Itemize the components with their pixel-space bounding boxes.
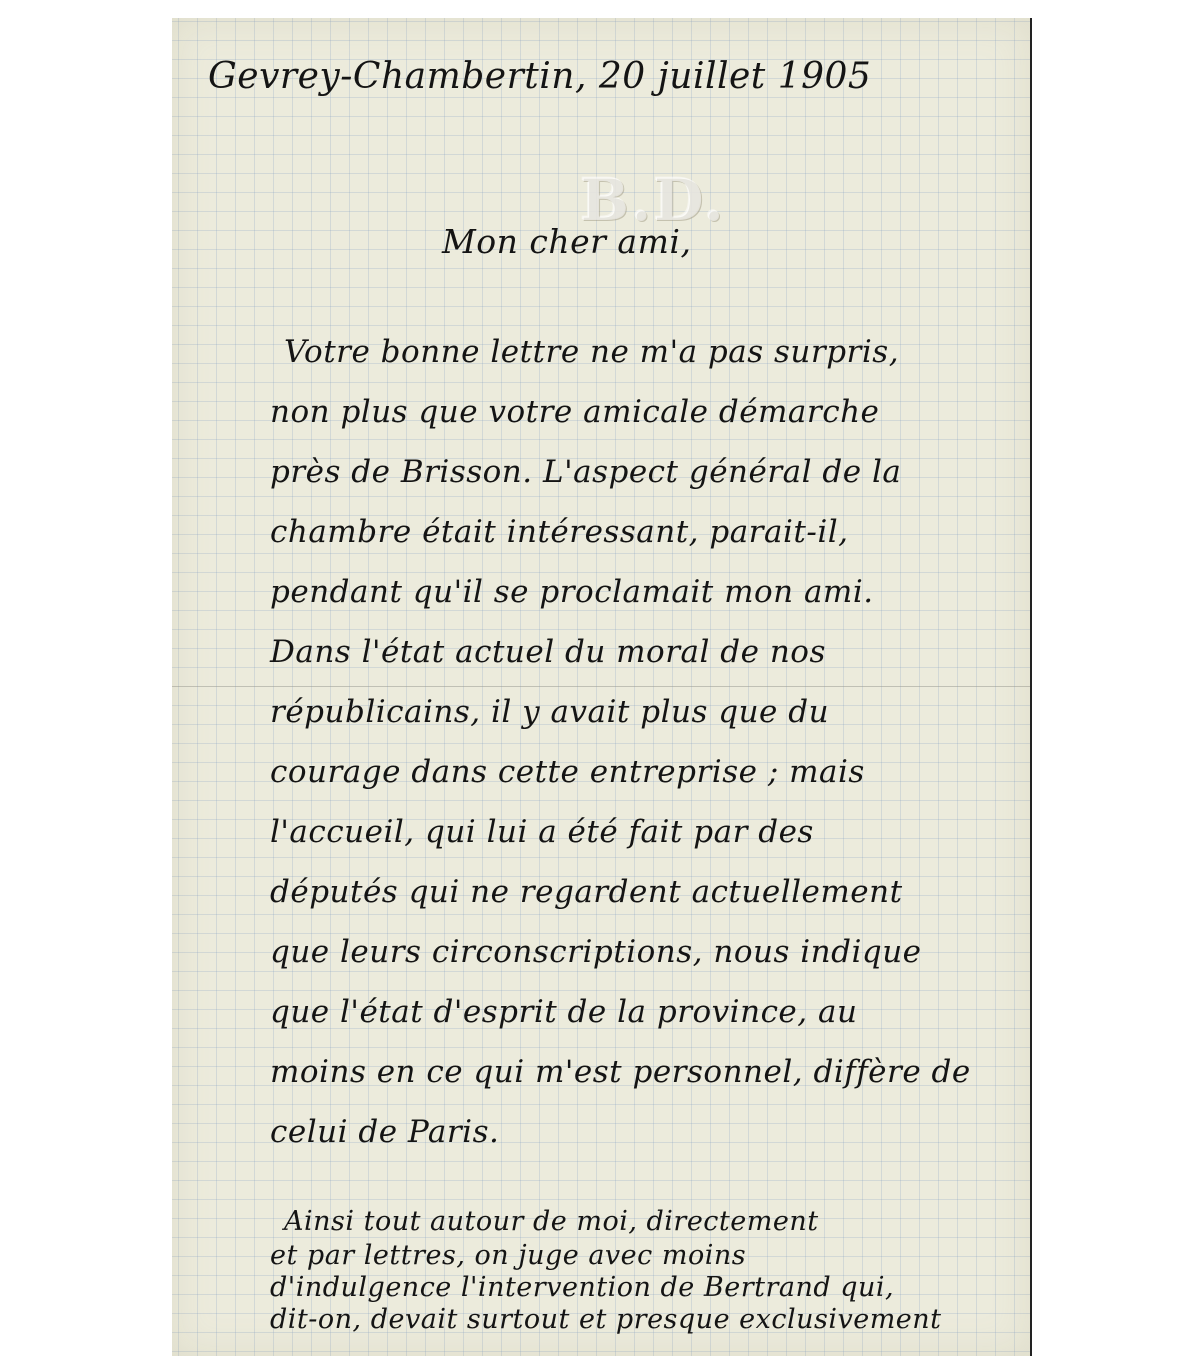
letter-line: députés qui ne regardent actuellement [270, 874, 903, 910]
letter-line: Votre bonne lettre ne m'a pas surpris, [284, 334, 900, 370]
letter-line: chambre était intéressant, parait-il, [270, 514, 849, 550]
letter-line: pendant qu'il se proclamait mon ami. [270, 574, 874, 610]
letter-salutation: Mon cher ami, [442, 222, 692, 261]
letter-line: d'indulgence l'intervention de Bertrand qui, [270, 1272, 895, 1303]
letter-line: l'accueil, qui lui a été fait par des [270, 814, 814, 850]
letter-line: républicains, il y avait plus que du [270, 694, 830, 730]
embossed-monogram: B.D. [580, 166, 726, 234]
letter-line: que l'état d'esprit de la province, au [270, 994, 858, 1030]
letter-line: Ainsi tout autour de moi, directement [284, 1206, 819, 1237]
paper-fold [172, 686, 1030, 687]
letter-line: courage dans cette entreprise ; mais [270, 754, 865, 790]
letter-line: non plus que votre amicale démarche [270, 394, 880, 430]
letter-line: que leurs circonscriptions, nous indique [270, 934, 922, 970]
letter-page [172, 18, 1032, 1356]
letter-line: et par lettres, on juge avec moins [270, 1240, 747, 1271]
letter-line: moins en ce qui m'est personnel, diffère de [270, 1054, 971, 1090]
letter-line: près de Brisson. L'aspect général de la [270, 454, 902, 490]
letter-dateline: Gevrey-Chambertin, 20 juillet 1905 [208, 56, 872, 97]
letter-line: dit-on, devait surtout et presque exclusivement [270, 1304, 942, 1335]
letter-line: celui de Paris. [270, 1114, 500, 1150]
letter-line: Dans l'état actuel du moral de nos [270, 634, 826, 670]
